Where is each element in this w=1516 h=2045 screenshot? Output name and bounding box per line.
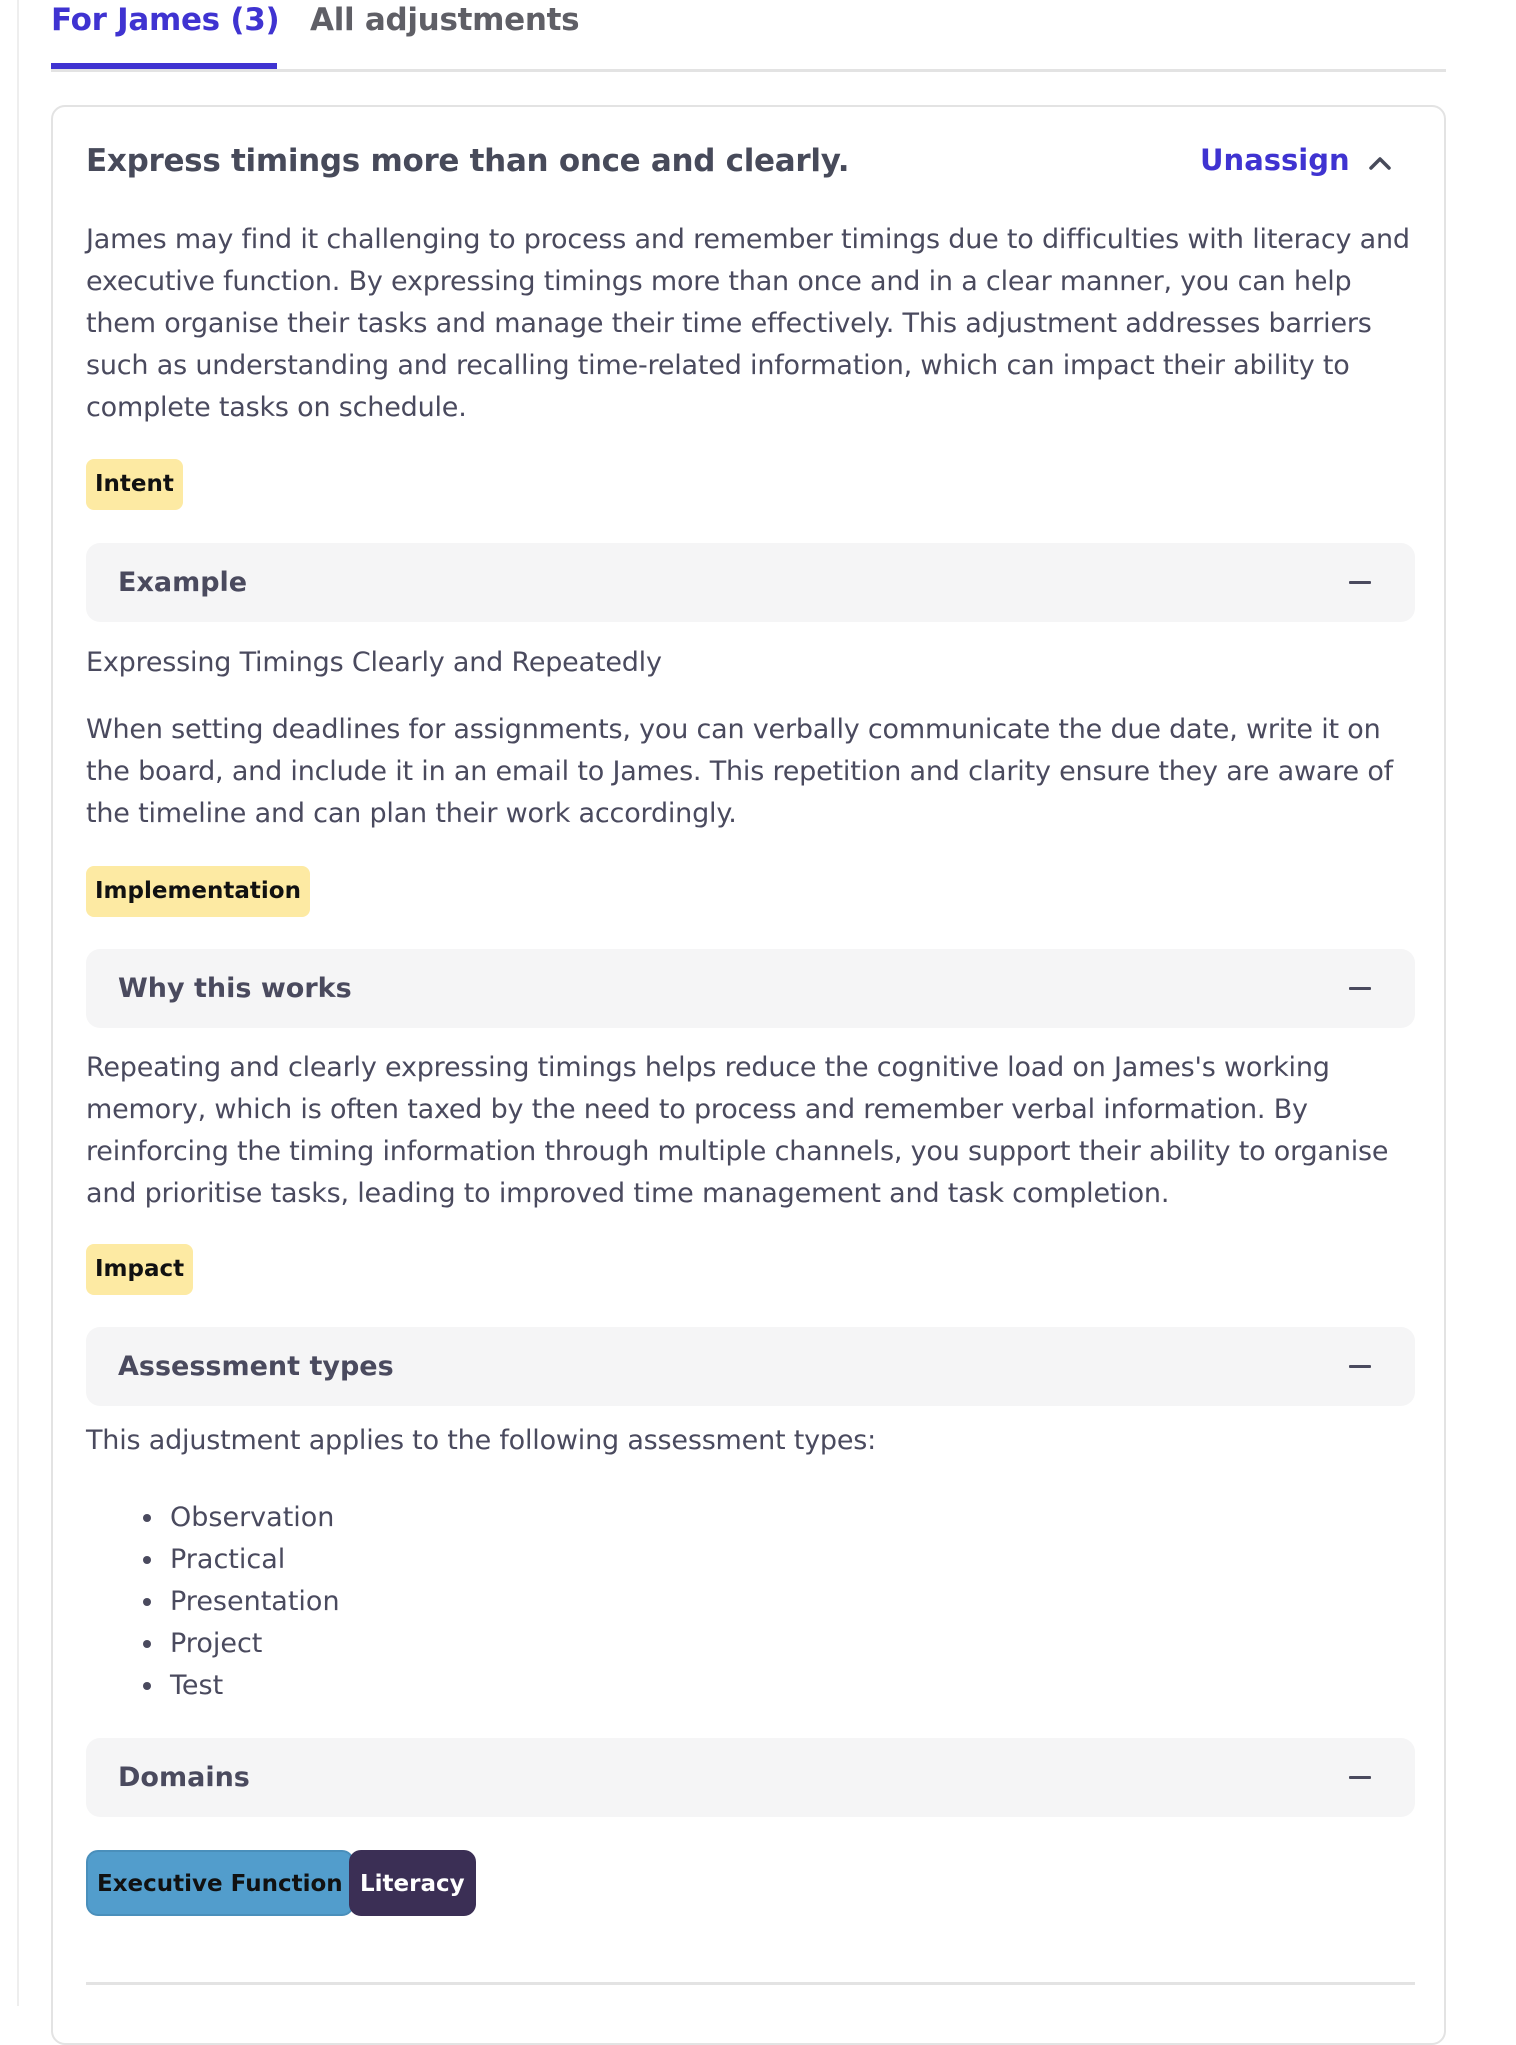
implementation-badge: Implementation bbox=[86, 866, 310, 917]
minus-icon bbox=[1349, 1776, 1371, 1779]
why-this-works-label: Why this works bbox=[118, 973, 352, 1004]
intent-text: James may find it challenging to process and remember timings due to difficulties with literacy and executive function. By expressing timings more than once and in a clear manner, you can help them organise their tasks and manage their time effectively. This adjustment addresses barriers such as understanding and recalling time-related information, which can impact their ability to complete tasks on schedule. bbox=[86, 224, 1410, 423]
list-item: • Project bbox=[166, 1623, 340, 1665]
tab-for-james[interactable]: For James (3) bbox=[51, 2, 280, 38]
card-divider bbox=[86, 1982, 1415, 1985]
list-item: • Observation bbox=[166, 1497, 340, 1539]
assessment-types-label: Assessment types bbox=[118, 1351, 394, 1382]
tab-bar bbox=[51, 0, 1446, 72]
assessment-types-list bbox=[86, 1497, 340, 1707]
minus-icon bbox=[1349, 987, 1371, 990]
example-subheading: Expressing Timings Clearly and Repeatedly bbox=[86, 647, 662, 678]
domain-chip-executive-function[interactable]: Executive Function bbox=[86, 1850, 354, 1916]
impact-badge: Impact bbox=[86, 1244, 193, 1295]
intent-badge: Intent bbox=[86, 459, 183, 510]
example-section-toggle[interactable] bbox=[86, 543, 1415, 622]
unassign-button[interactable]: Unassign bbox=[1200, 143, 1350, 177]
domains-section-toggle[interactable] bbox=[86, 1738, 1415, 1817]
active-tab-indicator bbox=[51, 63, 277, 69]
list-item: • Presentation bbox=[166, 1581, 340, 1623]
domain-chip-literacy[interactable]: Literacy bbox=[349, 1850, 476, 1916]
why-this-works-section-toggle[interactable] bbox=[86, 949, 1415, 1028]
example-text: When setting deadlines for assignments, you can verbally communicate the due date, write it on the board, and include it in an email to James. This repetition and clarity ensure they are aware of the timeline and can plan their work accordingly. bbox=[86, 714, 1393, 829]
minus-icon bbox=[1349, 1365, 1371, 1368]
adjustment-card bbox=[51, 105, 1446, 2045]
adjustment-title: Express timings more than once and clearly. bbox=[86, 143, 850, 179]
page-left-border bbox=[17, 0, 19, 2006]
why-this-works-text: Repeating and clearly expressing timings helps reduce the cognitive load on James's working memory, which is often taxed by the need to process and remember verbal information. By reinforcing the timing information through multiple channels, you support their ability to organise and prioritise tasks, leading to improved time management and task completion. bbox=[86, 1052, 1389, 1209]
assessment-types-section-toggle[interactable] bbox=[86, 1327, 1415, 1406]
example-section-label: Example bbox=[118, 567, 248, 598]
domains-label: Domains bbox=[118, 1762, 250, 1793]
list-item: • Test bbox=[166, 1665, 340, 1707]
list-item: • Practical bbox=[166, 1539, 340, 1581]
assessment-types-intro: This adjustment applies to the following assessment types: bbox=[86, 1425, 877, 1456]
chevron-up-icon[interactable] bbox=[1365, 151, 1395, 175]
minus-icon bbox=[1349, 581, 1371, 584]
tab-all-adjustments[interactable]: All adjustments bbox=[310, 2, 580, 38]
